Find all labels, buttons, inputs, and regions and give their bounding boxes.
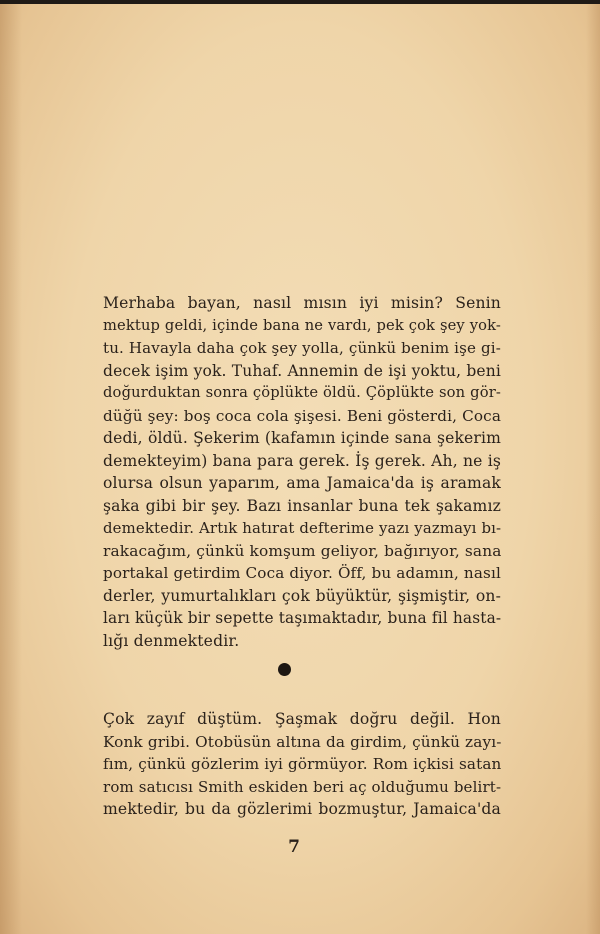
paragraph-2 bbox=[103, 708, 501, 821]
text-line: mektedir, bu da gözlerimi bozmuştur, Jamaica'da bbox=[103, 800, 501, 818]
text-line: rom satıcısı Smith eskiden beri aç olduğumu belirt- bbox=[103, 777, 502, 796]
bullet-dot-icon bbox=[278, 663, 291, 676]
text-line: Konk gribi. Otobüsün altına da girdim, çünkü zayı- bbox=[103, 732, 502, 751]
text-line: düğü şey: boş coca cola şişesi. Beni gösterdi, Coca bbox=[103, 406, 502, 425]
text-line: ları küçük bir sepette taşımaktadır, buna fil hasta- bbox=[103, 609, 502, 627]
text-line: demekteyim) bana para gerek. İş gerek. Ah, ne iş bbox=[103, 451, 501, 470]
text-line: demektedir. Artık hatırat defterime yazı yazmayı bı- bbox=[103, 519, 502, 537]
text-line: tu. Havayla daha çok şey yolla, çünkü benim işe gi- bbox=[103, 339, 501, 357]
text-line: doğurduktan sonra çöplükte öldü. Çöplükte son gör- bbox=[103, 384, 501, 401]
page-number bbox=[0, 837, 600, 857]
page-number-text: 7 bbox=[288, 837, 300, 857]
text-line: Çok zayıf düştüm. Şaşmak doğru değil. Hon bbox=[103, 710, 501, 728]
text-line: dedi, öldü. Şekerim (kafamın içinde sana şekerim bbox=[103, 429, 501, 447]
text-line: fım, çünkü gözlerim iyi görmüyor. Rom içkisi satan bbox=[103, 755, 502, 773]
text-line: portakal getirdim Coca diyor. Öff, bu adamın, nasıl bbox=[103, 564, 501, 582]
text-line: lığı denmektedir. bbox=[103, 631, 240, 650]
text-line: derler, yumurtalıkları çok büyüktür, şişmiştir, on- bbox=[103, 586, 501, 605]
text-line: rakacağım, çünkü komşum geliyor, bağırıyor, sana bbox=[103, 541, 502, 560]
text-line: mektup geldi, içinde bana ne vardı, pek çok şey yok- bbox=[103, 316, 501, 334]
text-line: Merhaba bayan, nasıl mısın iyi misin? Senin bbox=[103, 294, 501, 312]
paragraph-1 bbox=[103, 292, 501, 652]
text-line: decek işim yok. Tuhaf. Annemin de işi yoktu, beni bbox=[103, 361, 501, 380]
text-line: şaka gibi bir şey. Bazı insanlar buna tek şakamız bbox=[103, 496, 501, 515]
text-line: olursa olsun yaparım, ama Jamaica'da iş aramak bbox=[103, 474, 501, 492]
